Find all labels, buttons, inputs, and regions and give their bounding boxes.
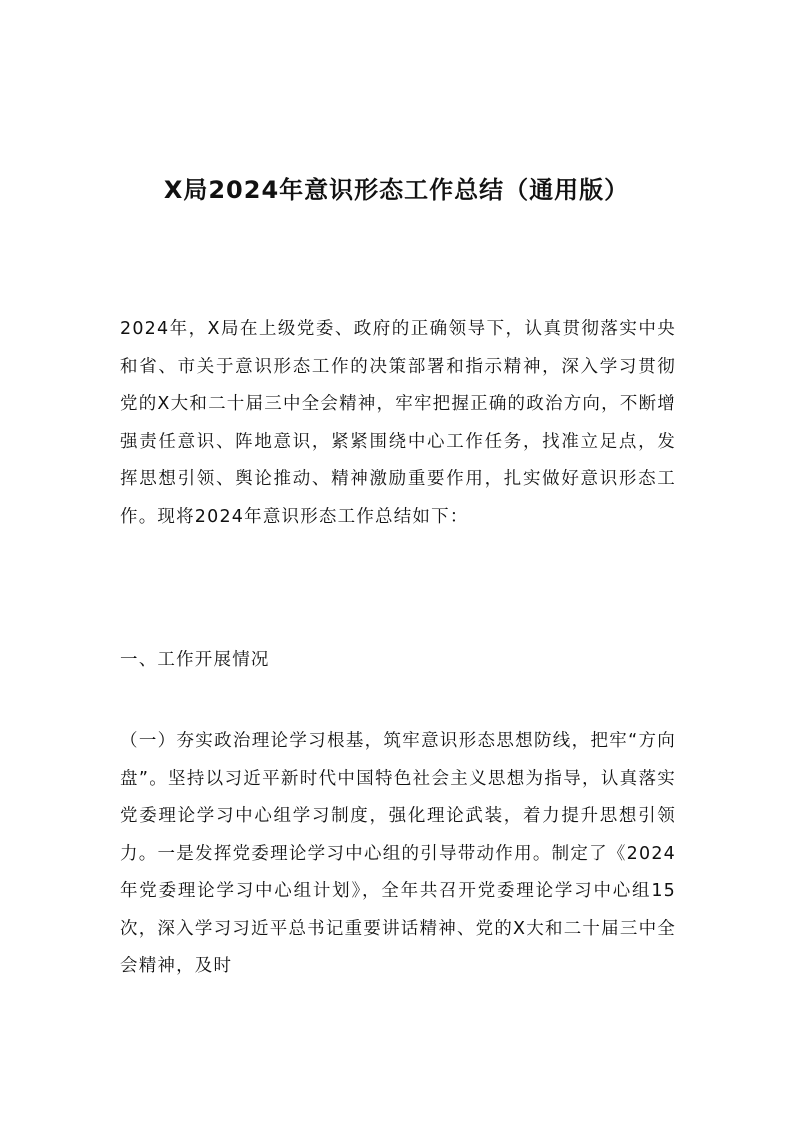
- section-paragraph: （一）夯实政治理论学习根基，筑牢意识形态思想防线，把牢“方向盘”。坚持以习近平新时代中国特色社会主义思想为指导，认真落实党委理论学习中心组学习制度，强化理论武装，着力提升思想引领力。一是发挥党委理论学习中心组的引导带动作用。制定了《2024年党委理论学习中心组计划》，全年共召开党委理论学习中心组15次，深入学习习近平总书记重要讲话精神、党的X大和二十届三中全会精神，及时: [120, 731, 676, 976]
- intro-paragraph: 2024年，X局在上级党委、政府的正确领导下，认真贯彻落实中央和省、市关于意识形态工作的决策部署和指示精神，深入学习贯彻党的X大和二十届三中全会精神，牢牢把握正确的政治方向，不断增强责任意识、阵地意识，紧紧围绕中心工作任务，找准立足点，发挥思想引领、舆论推动、精神激励重要作用，扎实做好意识形态工作。现将2024年意识形态工作总结如下：: [120, 319, 676, 527]
- document-title: X局2024年意识形态工作总结（通用版）: [163, 176, 630, 204]
- section-heading: 一、工作开展情况: [120, 650, 270, 670]
